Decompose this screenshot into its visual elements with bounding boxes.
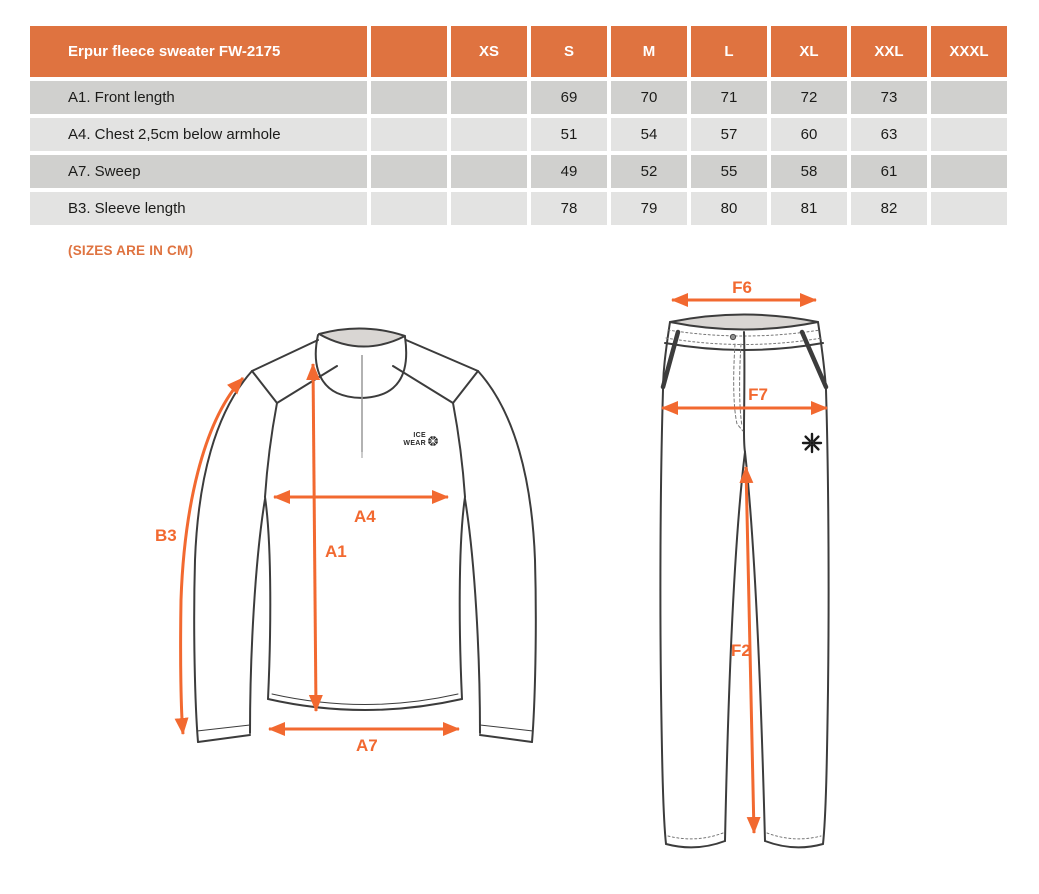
left-raglan-seam — [265, 403, 277, 497]
icewear-logo — [403, 432, 438, 447]
right-cuff — [480, 735, 532, 742]
waist-button — [730, 334, 735, 339]
right-hem — [765, 841, 823, 847]
left-sleeve-inner — [250, 499, 265, 733]
measure-label-b3: B3 — [155, 526, 177, 545]
snowflake-icon — [803, 434, 821, 452]
value-cell — [371, 155, 447, 188]
measure-label-f2: F2 — [731, 641, 751, 660]
right-outer-edge — [818, 322, 829, 844]
value-cell: 60 — [771, 118, 847, 151]
units-note: (SIZES ARE IN CM) — [68, 243, 194, 258]
col-header-m: M — [611, 26, 687, 77]
right-sleeve-outer — [478, 371, 536, 742]
snowflake-icon — [428, 436, 438, 446]
arrow-a1-front-length — [313, 364, 316, 711]
body-right-edge — [460, 497, 465, 699]
value-cell: 63 — [851, 118, 927, 151]
value-cell: 61 — [851, 155, 927, 188]
value-cell: 80 — [691, 192, 767, 225]
sweater-outline — [194, 328, 536, 742]
value-cell — [931, 81, 1007, 114]
left-shoulder-seam — [252, 340, 318, 371]
measure-label-a1: A1 — [325, 542, 347, 561]
row-label-front-length: A1. Front length — [30, 81, 367, 114]
value-cell: 52 — [611, 155, 687, 188]
value-cell: 81 — [771, 192, 847, 225]
arrow-b3-sleeve — [181, 378, 243, 734]
value-cell — [931, 118, 1007, 151]
value-cell: 73 — [851, 81, 927, 114]
col-header-xxxl: XXXL — [931, 26, 1007, 77]
left-hem — [666, 841, 725, 847]
logo-text-line1: ICE — [413, 432, 426, 439]
col-header-blank — [371, 26, 447, 77]
value-cell: 70 — [611, 81, 687, 114]
right-hem-stitch — [767, 833, 821, 839]
fly-stitch-outer — [734, 344, 743, 431]
value-cell: 78 — [531, 192, 607, 225]
right-raglan-seam — [453, 403, 465, 497]
value-cell: 54 — [611, 118, 687, 151]
pants-measurement-diagram — [630, 280, 850, 880]
value-cell: 82 — [851, 192, 927, 225]
right-cuff-stitch — [480, 725, 533, 731]
sweater-measurement-diagram — [140, 300, 600, 770]
measure-label-f6: F6 — [732, 280, 752, 297]
value-cell: 51 — [531, 118, 607, 151]
value-cell: 79 — [611, 192, 687, 225]
measure-label-a7: A7 — [356, 736, 378, 755]
row-label-sleeve-length: B3. Sleeve length — [30, 192, 367, 225]
value-cell — [931, 192, 1007, 225]
measure-label-f7: F7 — [748, 385, 768, 404]
left-outer-edge — [660, 322, 670, 844]
value-cell: 49 — [531, 155, 607, 188]
col-header-xl: XL — [771, 26, 847, 77]
right-sleeve-inner — [465, 499, 480, 733]
body-left-edge — [265, 497, 270, 699]
value-cell: 57 — [691, 118, 767, 151]
value-cell: 55 — [691, 155, 767, 188]
left-sleeve-outer — [194, 371, 252, 742]
row-label-chest: A4. Chest 2,5cm below armhole — [30, 118, 367, 151]
right-yoke-seam — [393, 366, 478, 403]
front-rise-seam — [744, 332, 745, 452]
hem-stitch — [272, 694, 458, 705]
fly-stitch-inner — [740, 344, 742, 426]
left-hem-stitch — [668, 833, 723, 839]
row-label-sweep: A7. Sweep — [30, 155, 367, 188]
value-cell: 58 — [771, 155, 847, 188]
collar-top — [319, 328, 405, 346]
measure-label-a4: A4 — [354, 507, 376, 526]
value-cell — [931, 155, 1007, 188]
col-header-xxl: XXL — [851, 26, 927, 77]
pants-outline — [660, 315, 828, 848]
col-header-xs: XS — [451, 26, 527, 77]
value-cell — [371, 118, 447, 151]
size-table — [30, 26, 1007, 225]
left-cuff-stitch — [197, 725, 250, 731]
table-title: Erpur fleece sweater FW-2175 — [30, 26, 367, 77]
left-yoke-seam — [252, 366, 337, 403]
col-header-s: S — [531, 26, 607, 77]
value-cell — [451, 155, 527, 188]
right-shoulder-seam — [406, 340, 478, 371]
col-header-l: L — [691, 26, 767, 77]
value-cell: 69 — [531, 81, 607, 114]
value-cell — [371, 81, 447, 114]
value-cell: 71 — [691, 81, 767, 114]
value-cell — [371, 192, 447, 225]
value-cell: 72 — [771, 81, 847, 114]
logo-text-line2: WEAR — [403, 440, 426, 447]
value-cell — [451, 192, 527, 225]
value-cell — [451, 81, 527, 114]
value-cell — [451, 118, 527, 151]
left-cuff — [198, 735, 250, 742]
waist-top — [670, 315, 818, 330]
